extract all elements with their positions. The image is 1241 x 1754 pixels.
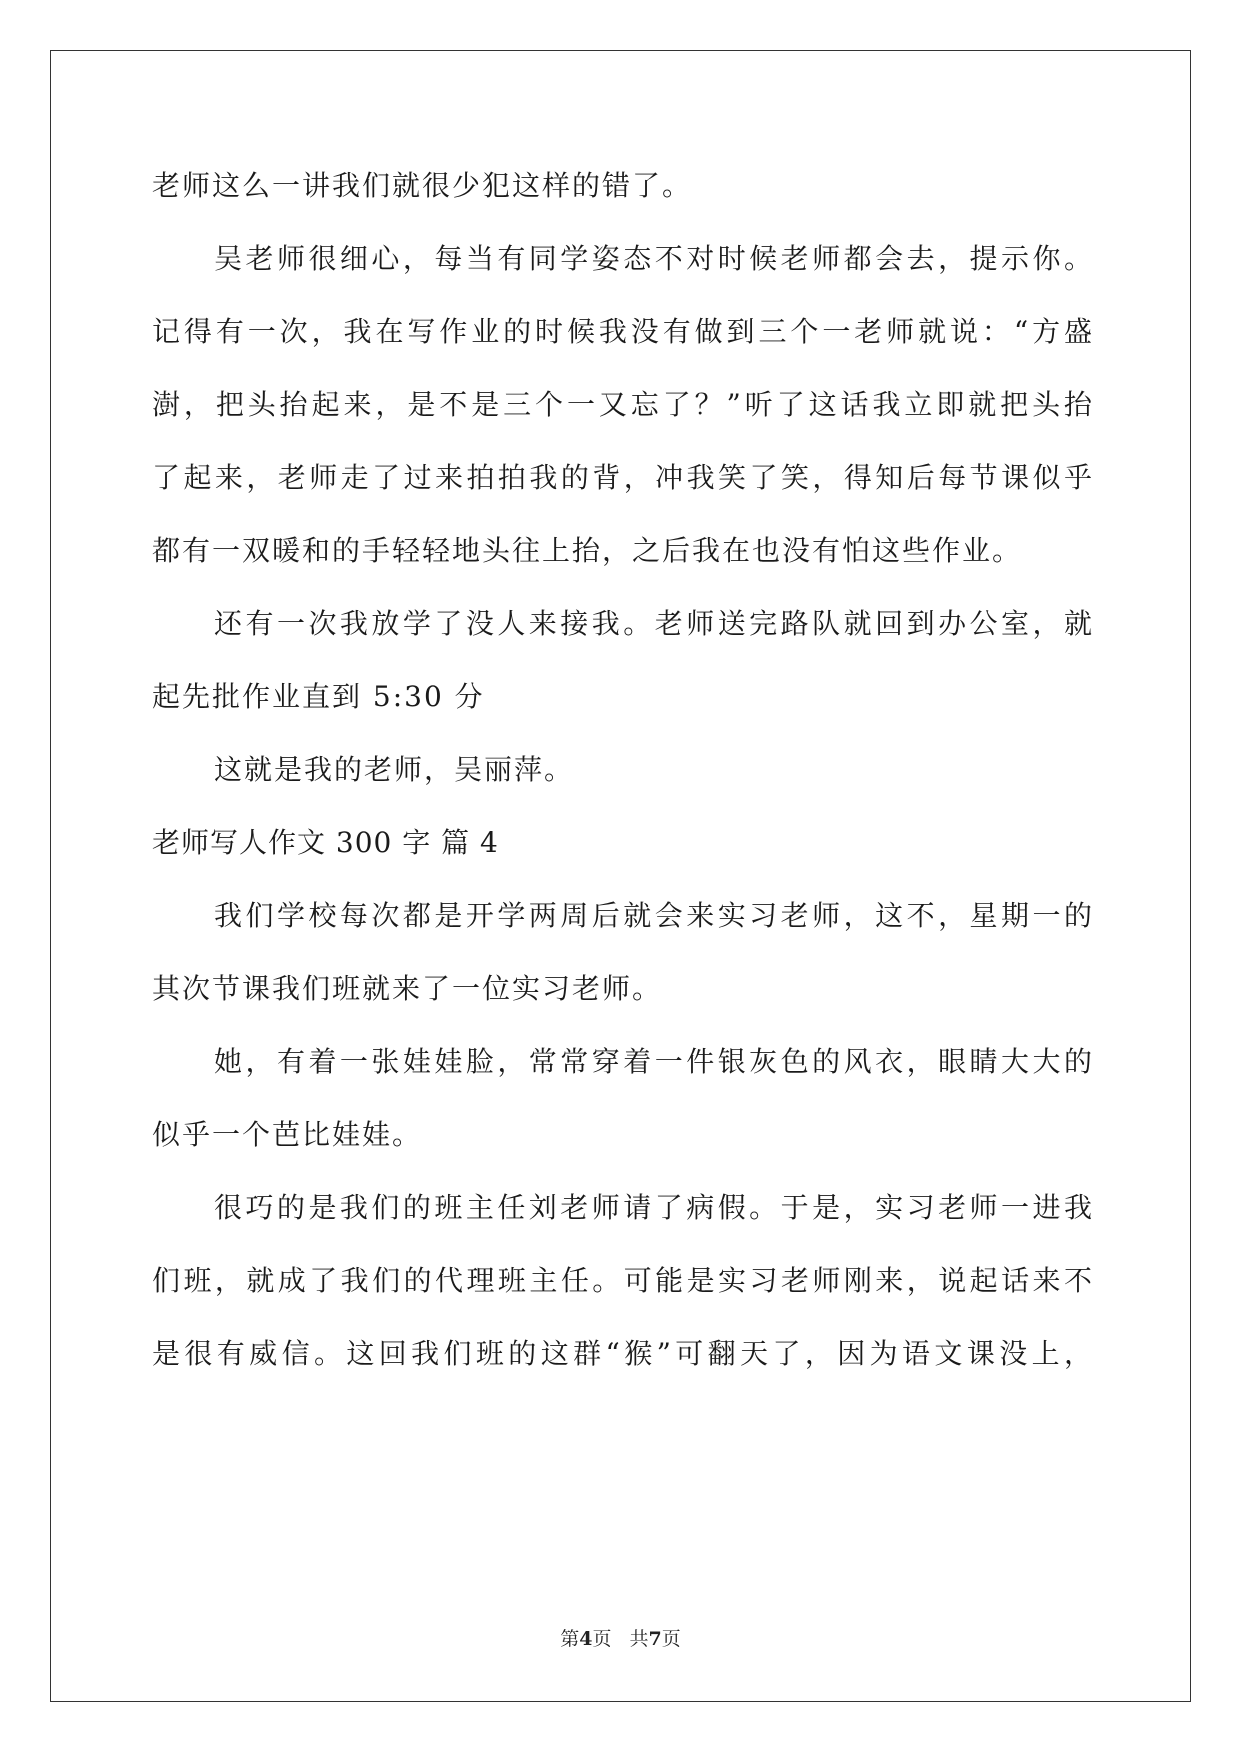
text-line: 吴老师很细心，每当有同学姿态不对时候老师都会去，提示你。 bbox=[214, 242, 1092, 275]
page-prefix: 第 bbox=[560, 1628, 580, 1650]
page-number: 4 bbox=[579, 1628, 593, 1650]
text-line: 这就是我的老师，吴丽萍。 bbox=[214, 753, 575, 786]
text-line: 是很有威信。这回我们班的这群“猴”可翻天了，因为语文课没上， bbox=[152, 1337, 1092, 1370]
text-line: 我们学校每次都是开学两周后就会来实习老师，这不，星期一的 bbox=[214, 899, 1092, 932]
page-unit: 页 bbox=[592, 1628, 612, 1650]
total-unit: 页 bbox=[661, 1628, 681, 1650]
text-line: 起先批作业直到 5:30 分 bbox=[152, 680, 485, 713]
text-line: 们班，就成了我们的代理班主任。可能是实习老师刚来，说起话来不 bbox=[152, 1264, 1092, 1297]
text-line: 很巧的是我们的班主任刘老师请了病假。于是，实习老师一进我 bbox=[214, 1191, 1092, 1224]
text-line: 其次节课我们班就来了一位实习老师。 bbox=[152, 972, 663, 1005]
text-line: 记得有一次，我在写作业的时候我没有做到三个一老师就说：“方盛 bbox=[152, 315, 1092, 348]
text-line: 澍，把头抬起来，是不是三个一又忘了？”听了这话我立即就把头抬 bbox=[152, 388, 1092, 421]
text-line: 老师这么一讲我们就很少犯这样的错了。 bbox=[152, 169, 693, 202]
text-line: 还有一次我放学了没人来接我。老师送完路队就回到办公室，就 bbox=[214, 607, 1092, 640]
text-line: 了起来，老师走了过来拍拍我的背，冲我笑了笑，得知后每节课似乎 bbox=[152, 461, 1092, 494]
section-heading: 老师写人作文 300 字 篇 4 bbox=[152, 826, 499, 859]
text-line: 似乎一个芭比娃娃。 bbox=[152, 1118, 423, 1151]
total-prefix: 共 bbox=[629, 1628, 649, 1650]
page-total: 7 bbox=[648, 1628, 662, 1650]
text-line: 都有一双暖和的手轻轻地头往上抬，之后我在也没有怕这些作业。 bbox=[152, 534, 1023, 567]
page-footer bbox=[0, 1627, 1241, 1651]
page-border bbox=[50, 50, 1191, 1702]
text-line: 她，有着一张娃娃脸，常常穿着一件银灰色的风衣，眼睛大大的 bbox=[214, 1045, 1092, 1078]
